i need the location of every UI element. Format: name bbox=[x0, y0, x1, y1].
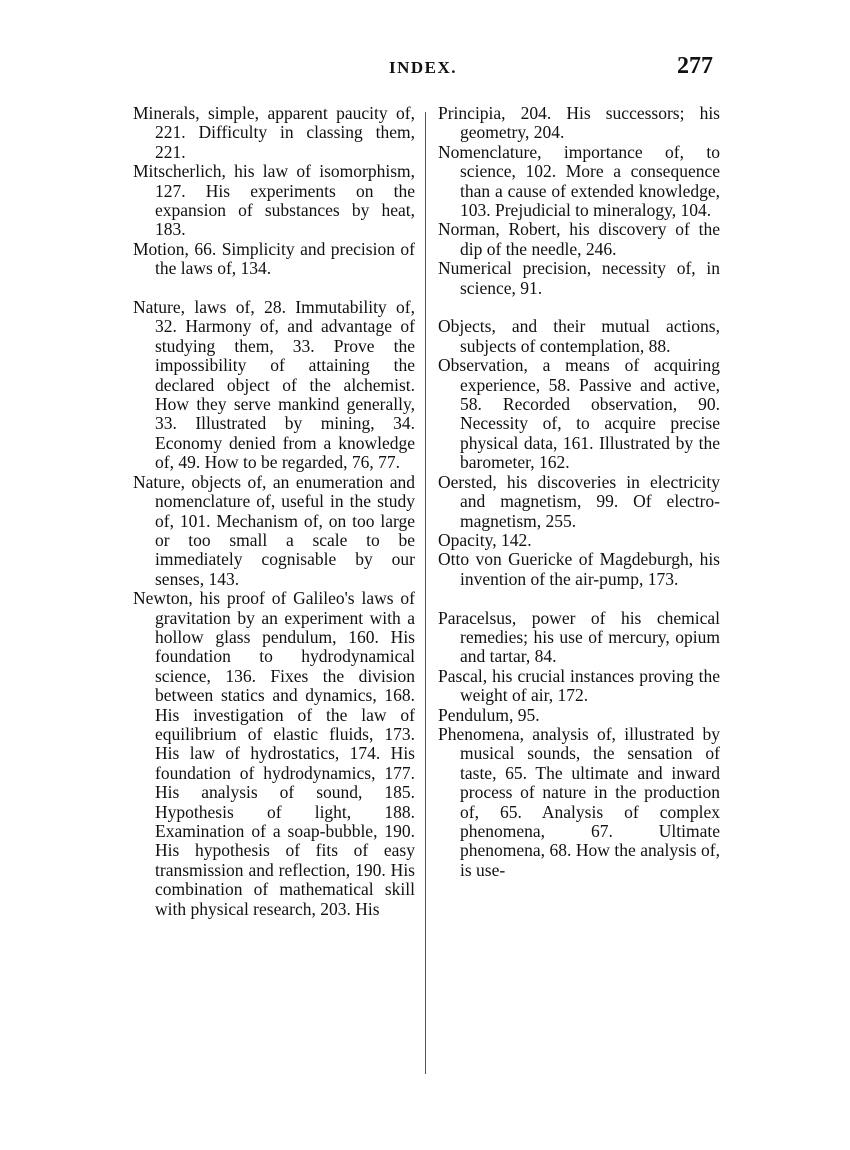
index-entry-nature-objects: Nature, objects of, an enumeration and nomenclature of, useful in the study of, 101. Mechanism of, on too large or too small a scale to be immediately cognisable by our senses, 143. bbox=[133, 471, 415, 589]
index-entry-numerical-precision: Numerical precision, necessity of, in science, 91. bbox=[438, 258, 720, 298]
running-head: INDEX. bbox=[388, 58, 458, 77]
index-entry-oersted: Oersted, his discoveries in electricity and magnetism, 99. Of electro-magnetism, 255. bbox=[438, 471, 720, 531]
index-entry-phenomena: Phenomena, analysis of, illustrated by musical sounds, the sensation of taste, 65. The ultimate and inward process of nature in the production of, 65. Analysis of complex phenomena, 67. Ultimate phenomena, 68. How the analysis of, is use- bbox=[438, 723, 720, 880]
index-entry-observation: Observation, a means of acquiring experience, 58. Passive and active, 58. Recorded observation, 90. Necessity of, to acquire precise physical data, 161. Illustrated by the barometer, 162. bbox=[438, 355, 720, 473]
index-entry-nomenclature: Nomenclature, importance of, to science, 102. More a consequence than a cause of extended knowledge, 103. Prejudicial to mineralogy, 104. bbox=[438, 141, 720, 221]
index-entry-minerals: Minerals, simple, apparent paucity of, 221. Difficulty in classing them, 221. bbox=[133, 103, 415, 162]
column-divider bbox=[425, 112, 426, 1074]
page-header bbox=[133, 53, 713, 88]
index-entry-motion: Motion, 66. Simplicity and precision of the laws of, 134. bbox=[133, 238, 415, 279]
index-entry-paracelsus: Paracelsus, power of his chemical remedies; his use of mercury, opium and tartar, 84. bbox=[438, 607, 720, 667]
index-entry-mitscherlich: Mitscherlich, his law of isomorphism, 127. His experiments on the expansion of substances by heat, 183. bbox=[133, 161, 415, 240]
letter-group-gap bbox=[438, 589, 720, 608]
index-entry-otto-von-guericke: Otto von Guericke of Magdeburgh, his invention of the air-pump, 173. bbox=[438, 549, 720, 589]
page-number: 277 bbox=[677, 53, 713, 79]
index-entry-principia-continued: Principia, 204. His successors; his geometry, 204. bbox=[438, 103, 720, 143]
index-entry-pascal: Pascal, his crucial instances proving the weight of air, 172. bbox=[438, 665, 720, 706]
index-entry-opacity: Opacity, 142. bbox=[438, 529, 532, 550]
index-entry-newton: Newton, his proof of Galileo's laws of gravitation by an experiment with a hollow glass pendulum, 160. His foundation to hydrodynamical science, 136. Fixes the division between statics and dynamics, 168. His investigation of the law of equilibrium of elastic fluids, 173. His law of hydrostatics, 174. His foundation of hydrodynamics, 177. His analysis of sound, 185. Hypothesis of light, 188. Examination of a soap-bubble, 190. His hypothesis of fits of easy transmission and reflection, 190. His combination of mathematical skill with physical research, 203. His bbox=[133, 588, 415, 919]
index-entry-pendulum: Pendulum, 95. bbox=[438, 704, 540, 725]
letter-group-gap bbox=[438, 298, 720, 317]
index-entry-norman: Norman, Robert, his discovery of the dip of the needle, 246. bbox=[438, 219, 720, 259]
index-entry-nature-laws: Nature, laws of, 28. Immutability of, 32. Harmony of, and advantage of studying them, 33. Prove the impossibility of attaining the declared object of the alchemist. How they serve mankind generally, 33. Illustrated by mining, 34. Economy denied from a knowledge of, 49. How to be regarded, 76, 77. bbox=[133, 297, 415, 473]
letter-group-gap bbox=[133, 279, 415, 298]
index-column-left bbox=[133, 104, 415, 919]
index-column-right bbox=[438, 104, 720, 880]
index-entry-objects: Objects, and their mutual actions, subjects of contemplation, 88. bbox=[438, 316, 720, 356]
